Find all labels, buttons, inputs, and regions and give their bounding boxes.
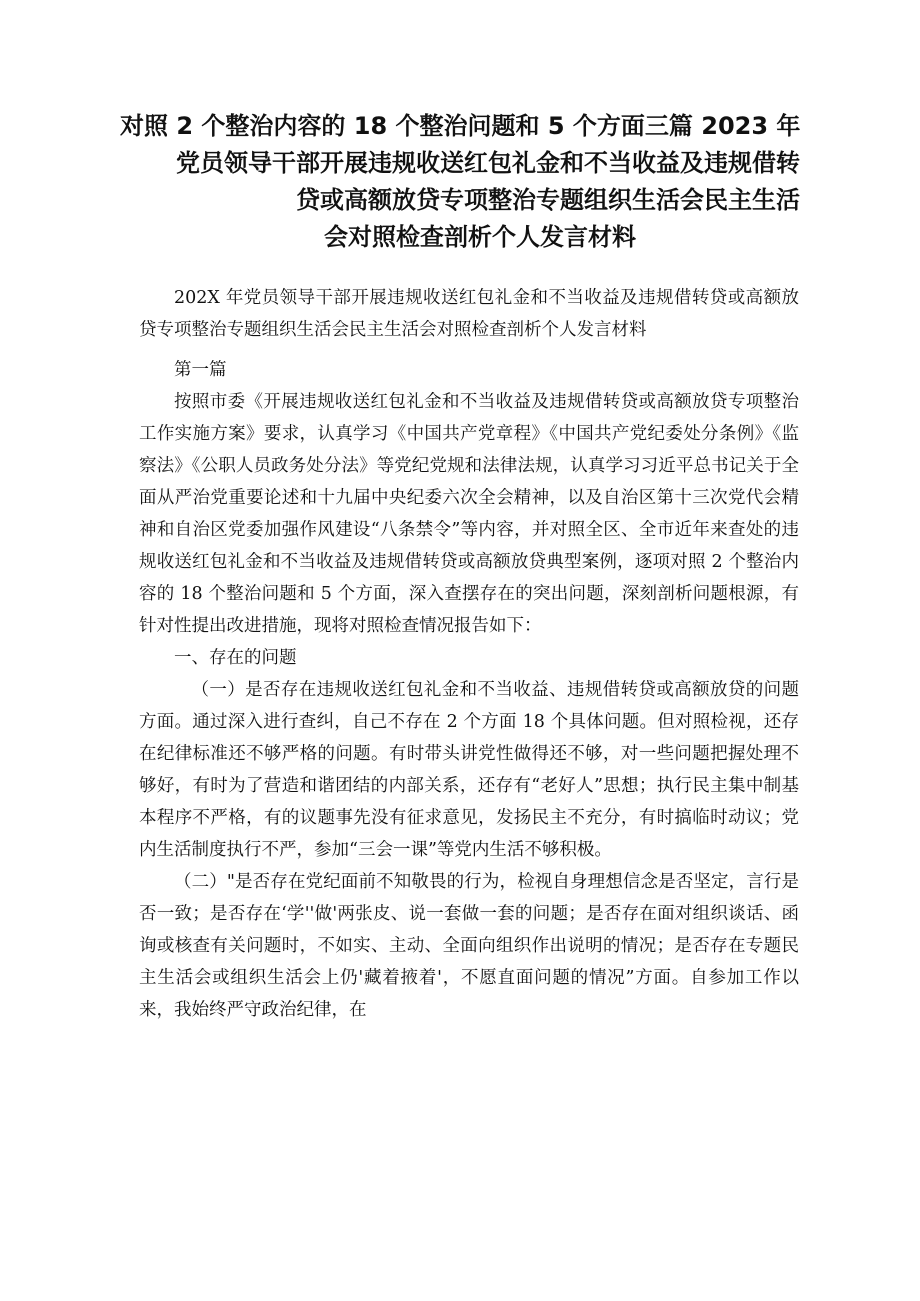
- section-heading: 一、存在的问题: [174, 648, 297, 668]
- issue-paragraph-2: （二）"是否存在党纪面前不知敬畏的行为，检视自身理想信念是否坚定，言行是否一致；是否存在‘学''做'两张皮、说一套做一套的问题；是否存在面对组织谈话、函询或核查有关问题时，不如实、主动、全面向组织作出说明的情况；是否存在专题民主生活会或组织生活会上仍'藏着掖着'，不愿直面问题的情况”方面。自参加工作以来，我始终严守政治纪律，在: [139, 872, 799, 1020]
- title-line-4: 会对照检查剖析个人发言材料: [324, 223, 636, 251]
- issue-paragraph-1: （一）是否存在违规收送红包礼金和不当收益、违规借转贷或高额放贷的问题方面。通过深入进行查纠，自己不存在 2 个方面 18 个具体问题。但对照检视，还存在纪律标准还不够严格的问题。有时带头讲党性做得还不够，对一些问题把握处理不够好，有时为了营造和谐团结的内部关系，还存有“老好人”思想；执行民主集中制基本程序不严格，有的议题事先没有征求意见，发扬民主不充分，有时搞临时动议；党内生活制度执行不严，参加“三会一课”等党内生活不够积极。: [139, 680, 799, 860]
- document-body: [139, 282, 799, 1026]
- title-line-1: 对照 2 个整治内容的 18 个整治问题和 5 个方面三篇 2023 年: [120, 112, 801, 140]
- section-label: 第一篇: [174, 360, 227, 380]
- subtitle-paragraph: 202X 年党员领导干部开展违规收送红包礼金和不当收益及违规借转贷或高额放贷专项整治专题组织生活会民主生活会对照检查剖析个人发言材料: [139, 288, 799, 340]
- document-title: [120, 108, 800, 256]
- intro-paragraph: 按照市委《开展违规收送红包礼金和不当收益及违规借转贷或高额放贷专项整治工作实施方案》要求，认真学习《中国共产党章程》《中国共产党纪委处分条例》《监察法》《公职人员政务处分法》等党纪党规和法律法规，认真学习习近平总书记关于全面从严治党重要论述和十九届中央纪委六次全会精神，以及自治区第十三次党代会精神和自治区党委加强作风建设“八条禁令”等内容，并对照全区、全市近年来查处的违规收送红包礼金和不当收益及违规借转贷或高额放贷典型案例，逐项对照 2 个整治内容的 18 个整治问题和 5 个方面，深入查摆存在的突出问题，深刻剖析问题根源，有针对性提出改进措施，现将对照检查情况报告如下：: [139, 392, 799, 636]
- title-line-2: 党员领导干部开展违规收送红包礼金和不当收益及违规借转: [176, 149, 800, 177]
- title-line-3: 贷或高额放贷专项整治专题组织生活会民主生活: [296, 186, 800, 214]
